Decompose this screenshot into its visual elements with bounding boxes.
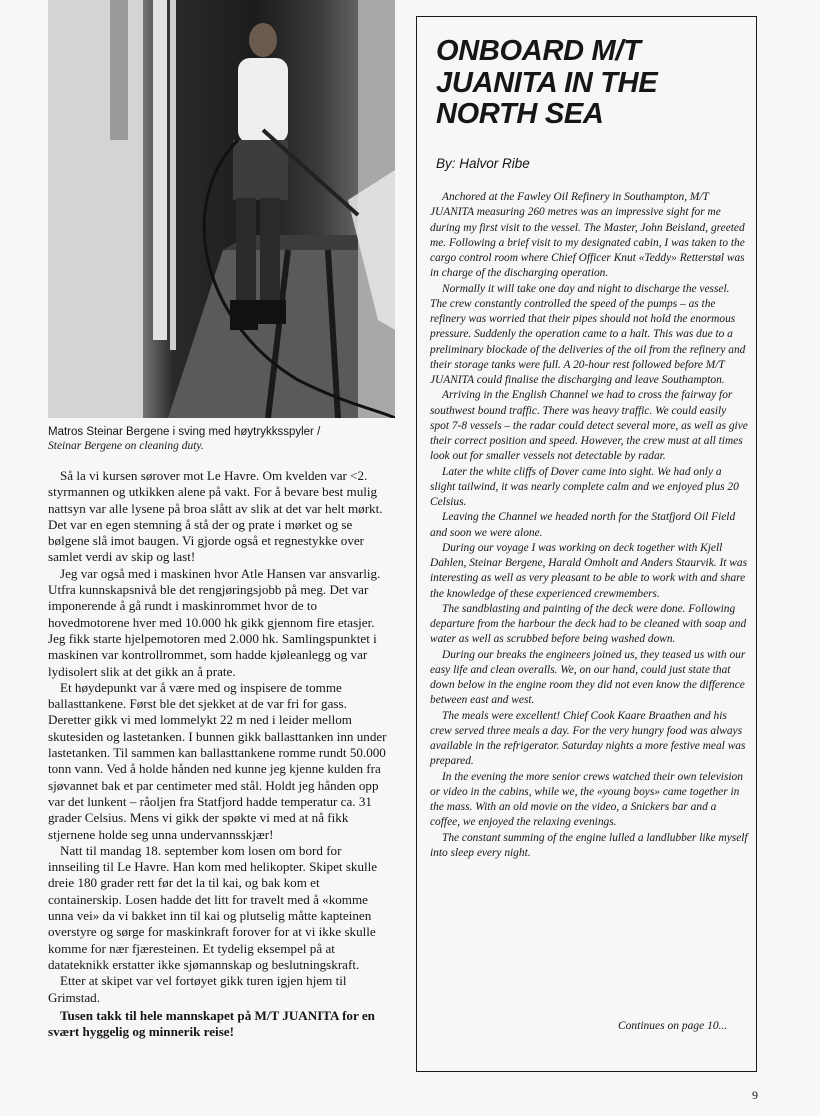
norwegian-article — [48, 468, 392, 1040]
article-paragraph: Så la vi kursen sørover mot Le Havre. Om kvelden var <2. styrmannen og utkikken alene på vakt. For å bevare best mulig nattsyn var alle lysene på broa slått av slik at det var helt mørkt. Det var en egen stemning å stå der og prate i mørket og se bølgene slå imot baugen. Vi gjorde også et regnestykke over samlet verdi av skip og last! — [48, 468, 383, 565]
photo-deck-cleaning-icon — [48, 0, 395, 418]
continues-note: Continues on page 10... — [618, 1020, 728, 1032]
article-paragraph: Normally it will take one day and night to discharge the vessel. The crew constantly controlled the speed of the pumps – as the refinery was worried that their pipes should not hold the enormous pressure. Suddenly the operation came to a halt. This was due to a preliminary blockade of the deliveries of the oil from the refinery and their storage tanks were full. A 20-hour rest followed before M/T JUANITA could finalise the discharging and leave Southampton. — [430, 282, 746, 386]
english-article — [430, 190, 748, 861]
article-paragraph: Later the white cliffs of Dover came into sight. We had only a slight tailwind, it was nearly complete calm and we enjoyed plus 20 Celsius. — [430, 465, 739, 508]
photo-caption — [48, 425, 398, 453]
caption-norwegian: Matros Steinar Bergene i sving med høytrykksspyler / — [48, 426, 321, 438]
article-title: ONBOARD M/T JUANITA IN THE NORTH SEA — [436, 35, 658, 130]
page-number: 9 — [752, 1088, 758, 1102]
article-byline: By: Halvor Ribe — [436, 156, 530, 171]
article-paragraph: Et høydepunkt var å være med og inspisere de tomme ballasttankene. Først ble det sjekket at de var fri for gass. Deretter gikk vi med lommelykt 22 m ned i leider mellom skutesiden og lastetanken. I bunnen gikk ballasttanken inn under lastetanken. Til sammen kan ballasttankene romme rundt 50.000 tonn vann. Ved å holde hånden ned kunne jeg kjenne kulden fra sjøvannet bak et par centimeter med stål. Holdt jeg hånden opp var det lunkent – råoljen fra Statfjord hadde temperatur ca. 31 grader Celsius. Mens vi gikk der spøkte vi med at nå fikk stjernene holde seg unna undervannsskjær! — [48, 679, 387, 842]
article-paragraph: In the evening the more senior crews watched their own television or video in the cabins, while we, the «young boys» came together in the mass. With an old movie on the video, a Snickers bar and a coffee, we enjoyed the relaxing evenings. — [430, 770, 743, 829]
article-paragraph: Natt til mandag 18. september kom losen om bord for innseiling til Le Havre. Han kom med helikopter. Skipet skulle dreie 180 grader rett før det la til kai, og bak kom et containerskip. Losen hadde det litt for travelt med å «komme unna vei» da vi bakket inn til kai og plutselig måtte kapteinen overstyre og sørge for maskinkraft forover for at vi ikke skulle komme for nær fjæresteinen. Et tydelig eksempel på at datateknikk erstatter ikke sjømannskap og beslutningskraft. — [48, 842, 378, 972]
article-paragraph: The constant summing of the engine lulled a landlubber like myself into sleep every night. — [430, 831, 748, 859]
article-paragraph: Anchored at the Fawley Oil Refinery in Southampton, M/T JUANITA measuring 260 metres was an impressive sight for me during my first visit to the vessel. The Master, John Beisland, greeted me. Following a brief visit to my designated cabin, I was taken to the cargo control room where Chief Officer Knut «Teddy» Retterstøl was in charge of the discharging operation. — [430, 191, 745, 280]
article-paragraph: During our voyage I was working on deck together with Kjell Dahlen, Steinar Bergene, Harald Omholt and Anders Staurvik. It was interesting as well as very pleasant to be able to work with and share the knowledge of these experienced crewmembers. — [430, 541, 748, 600]
article-paragraph: Jeg var også med i maskinen hvor Atle Hansen var ansvarlig. Utfra kunnskapsnivå ble det rengjøringsjobb på meg. Det var imponerende å gå rundt i maskinrommet hvor de to hovedmotorene hver med 10.000 hk gikk gjennom fire etasjer. Jeg fikk starte hjelpemotoren med 2.000 hk. Samlingspunktet i maskinen var kontrollrommet, som hadde kjøleanlegg og var lydisolert slik at det gikk an å prate. — [48, 565, 381, 679]
deck-cleaning-photo — [48, 0, 395, 418]
article-paragraph: Leaving the Channel we headed north for the Statfjord Oil Field and soon we were alone. — [430, 511, 736, 539]
thanks-note: Tusen takk til hele mannskapet på M/T JUANITA for en svært hyggelig og minnerik reise! — [48, 1007, 375, 1040]
caption-english: Steinar Bergene on cleaning duty. — [48, 440, 204, 452]
article-paragraph: Arriving in the English Channel we had to cross the fairway for southwest bound traffic. There was heavy traffic. We could easily spot 7-8 vessels – the radar could detect several more, as well as give their correct position and speed. However, the crew must at all times look out for smaller vessels not detectable by radar. — [430, 389, 748, 463]
article-paragraph: Etter at skipet var vel fortøyet gikk turen igjen hjem til Grimstad. — [48, 973, 347, 1005]
article-paragraph: The sandblasting and painting of the deck were done. Following departure from the harbour the deck had to be cleaned with soap and water as well as scrubbed before being washed down. — [430, 602, 747, 646]
article-paragraph: During our breaks the engineers joined us, they teased us with our easy life and clean overalls. We, on our hand, could just state that down below in the engine room they did not even know the difference between east and west. — [430, 648, 746, 707]
article-paragraph: The meals were excellent! Chief Cook Kaare Braathen and his crew served three meals a day. For the very hungry food was always available in the refrigerator. Saturday nights a more festive meal was prepared. — [430, 709, 746, 768]
